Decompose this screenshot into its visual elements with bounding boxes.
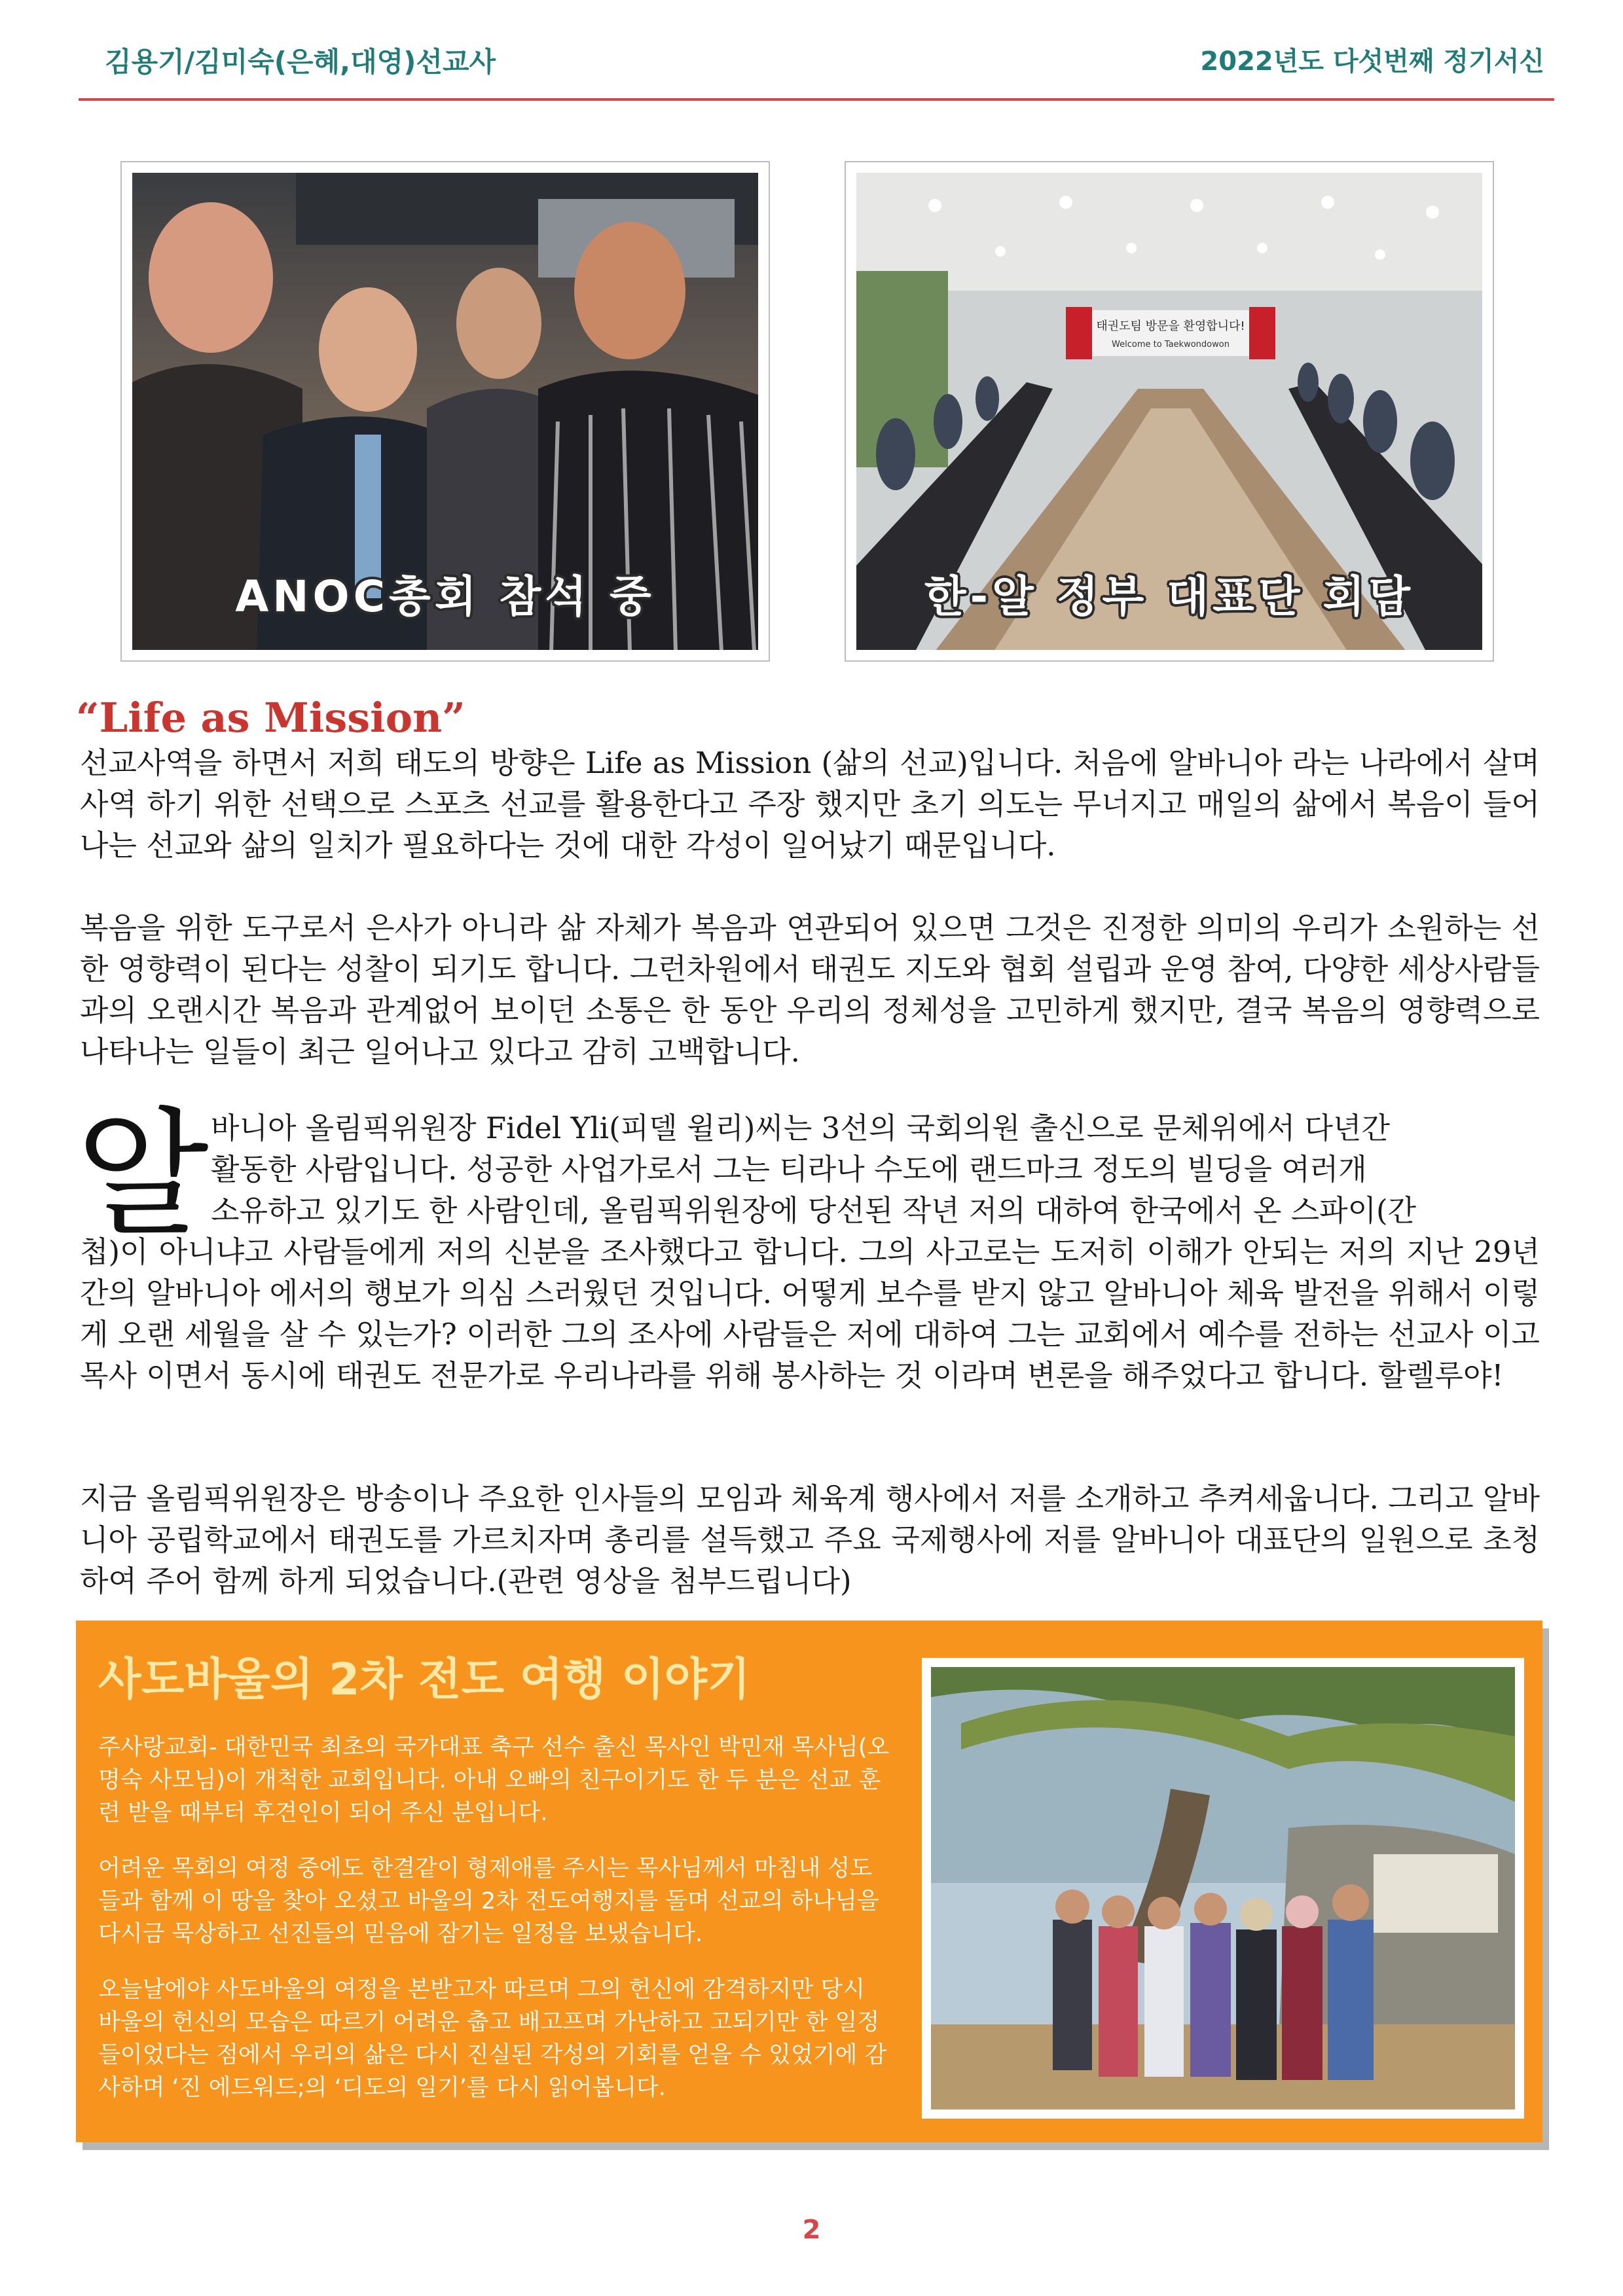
drop-cap: 알 [76, 1094, 209, 1255]
group-photo-frame [922, 1658, 1524, 2119]
feature-box-paragraph-2: 어려운 목회의 여정 중에도 한결같이 형제애를 주시는 목사님께서 마침내 성도들과 함께 이 땅을 찾아 오셨고 바울의 2차 전도여행지를 돌며 선교의 하나님을 다시금 묵상하고 선진들의 믿음에 잠기는 일정을 보냈습니다. [98, 1856, 879, 1947]
paragraph-3-rest: 첩)이 아니냐고 사람들에게 저의 신분을 조사했다고 합니다. 그의 사고로는 도저히 이해가 안되는 저의 지난 29년간의 알바니아 에서의 행보가 의심 스러웠던 것입니다. 어떻게 보수를 받지 않고 알바니아 체육 발전을 위해서 이렇게 오랜 세월을 살 수 있는가? 이러한 그의 조사에 사람들은 저에 대하여 그는 교회에서 예수를 전하는 선교사 이고 목사 이면서 동시에 태권도 전문가로 우리나라를 위해 봉사하는 것 이라며 변론을 해주었다고 합니다. 할렐루야! [80, 1234, 1540, 1393]
header-issue: 2022년도 다섯번째 정기서신 [1200, 46, 1544, 77]
article-paragraph-1: 선교사역을 하면서 저희 태도의 방향은 Life as Mission (삶의 선교)입니다. 처음에 알바니아 라는 나라에서 살며 사역 하기 위한 선택으로 스포츠 선교를 활용한다고 주장 했지만 초기 의도는 무너지고 매일의 삶에서 복음이 들어나는 선교와 삶의 일치가 필요하다는 것에 대한 각성이 일어났기 때문입니다. [80, 745, 1540, 863]
anoc-photo [132, 173, 758, 650]
article-paragraph-2: 복음을 위한 도구로서 은사가 아니라 삶 자체가 복음과 연관되어 있으면 그것은 진정한 의미의 우리가 소원하는 선한 영향력이 된다는 성찰이 되기도 합니다. 그런차원에서 태권도 지도와 협회 설립과 운영 참여, 다양한 세상사람들과의 오랜시간 복음과 관계없어 보이던 소통은 한 동안 우리의 정체성을 고민하게 했지만, 결국 복음의 영향력으로 나타나는 일들이 최근 일어나고 있다고 감히 고백합니다. [80, 910, 1540, 1069]
page-number: 2 [802, 2215, 821, 2245]
banner-sub: Welcome to Taekwondowon [1112, 340, 1230, 350]
feature-box-paragraph-1: 주사랑교회- 대한민국 최초의 국가대표 축구 선수 출신 목사인 박민재 목사님(오명숙 사모님)이 개척한 교회입니다. 아내 오빠의 친구이기도 한 두 분은 선교 훈련 받을 때부터 후견인이 되어 주신 분입니다. [98, 1734, 890, 1826]
meeting-photo [856, 173, 1482, 650]
photo-caption-anoc: ANOC총회 참석 중 [235, 571, 655, 622]
feature-box-paragraph-3: 오늘날에야 사도바울의 여정을 본받고자 따르며 그의 헌신에 감격하지만 당시 바울의 헌신의 모습은 따르기 어려운 춥고 배고프며 가난하고 고되기만 한 일정 들이었다는 점에서 우리의 삶은 다시 진실된 각성의 기회를 얻을 수 있었기에 감사하며 ‘진 에드워드;의 ‘디도의 일기’를 다시 읽어봅니다. [98, 1977, 887, 2101]
paragraph-3-line-3: 소유하고 있기도 한 사람인데, 올림픽위원장에 당선된 작년 저의 대하여 한국에서 온 스파이(간 [211, 1193, 1417, 1228]
banner-text: 태권도팀 방문을 환영합니다! [1096, 319, 1245, 333]
article-title: “Life as Mission” [76, 694, 465, 742]
group-photo [922, 1658, 1524, 2119]
header-divider [79, 98, 1554, 101]
header-author: 김용기/김미숙(은혜,대영)선교사 [105, 46, 496, 78]
photo-caption-meeting: 한-알 정부 대표단 회담 [924, 571, 1415, 622]
photo-frame-right [845, 161, 1494, 662]
paragraph-3-line-2: 활동한 사람입니다. 성공한 사업가로서 그는 티라나 수도에 랜드마크 정도의 빌딩을 여러개 [211, 1152, 1367, 1187]
feature-box-title: 사도바울의 2차 전도 여행 이야기 [98, 1654, 750, 1706]
article-paragraph-4: 지금 올림픽위원장은 방송이나 주요한 인사들의 모임과 체육계 행사에서 저를 소개하고 추켜세웁니다. 그리고 알바니아 공립학교에서 태권도를 가르치자며 총리를 설득했고 주요 국제행사에 저를 알바니아 대표단의 일원으로 초청하여 주어 함께 하게 되었습니다.(관련 영상을 첨부드립니다) [80, 1481, 1540, 1598]
photo-frame-left [120, 161, 770, 662]
article-paragraph-3 [80, 1107, 1540, 1396]
paragraph-3-line-1: 바니아 올림픽위원장 Fidel Yli(피델 윌리)씨는 3선의 국회의원 출신으로 문체위에서 다년간 [211, 1111, 1390, 1145]
